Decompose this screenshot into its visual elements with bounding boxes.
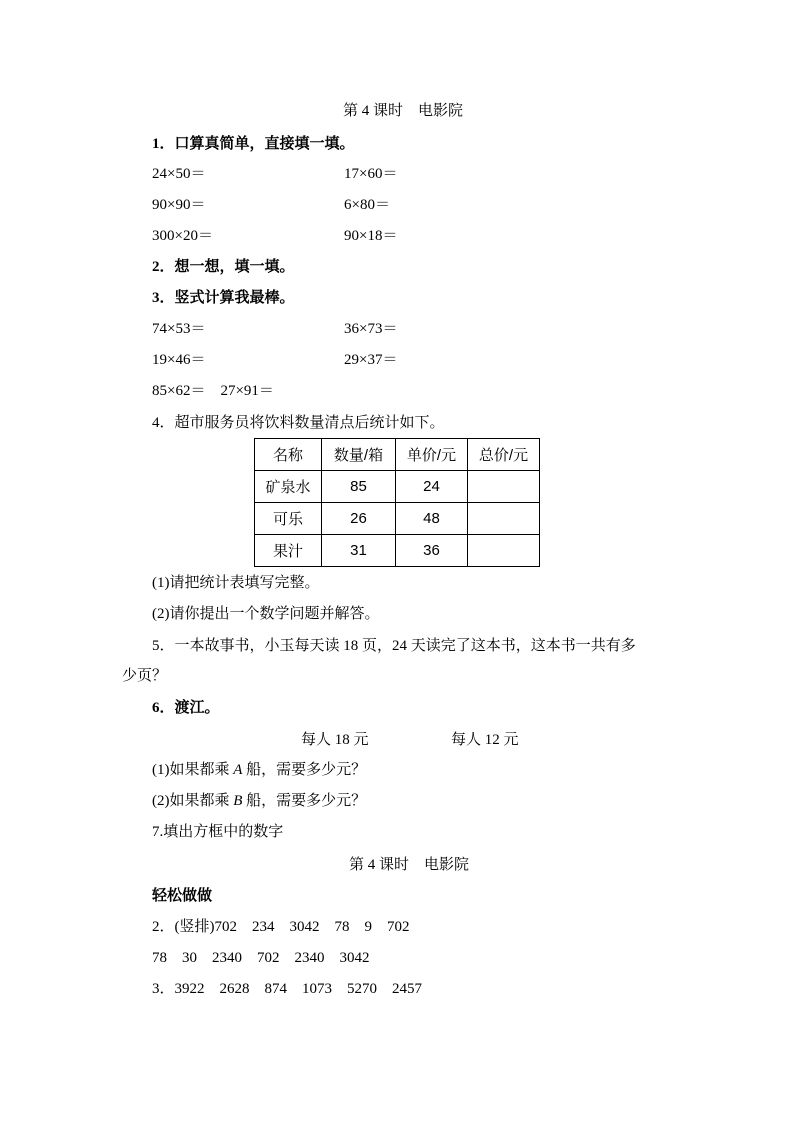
question-2-heading: 2．想一想，填一填。 xyxy=(152,259,295,275)
worksheet-title: 第 4 课时 电影院 xyxy=(343,103,464,119)
question-4-heading: 4．超市服务员将饮料数量清点后统计如下。 xyxy=(152,415,445,431)
question-1-heading: 1．口算真简单，直接填一填。 xyxy=(152,136,355,152)
boat-b-price: 每人 12 元 xyxy=(451,732,519,748)
table-header-cell: 单价/元 xyxy=(396,439,468,471)
table-row xyxy=(255,503,540,535)
q3-item-3: 19×46＝ xyxy=(152,352,206,368)
answer-line-2: 78 30 2340 702 2340 3042 xyxy=(152,950,370,966)
table-row xyxy=(255,471,540,503)
q3-item-5: 85×62＝ 27×91＝ xyxy=(152,383,274,399)
table-row xyxy=(255,535,540,567)
table-cell: 48 xyxy=(396,503,468,535)
table-cell: 26 xyxy=(322,503,396,535)
table-cell: 矿泉水 xyxy=(255,471,322,503)
q6-sub2-prefix: (2)如果都乘 xyxy=(152,793,234,809)
question-6-heading: 6．渡江。 xyxy=(152,700,220,716)
boat-a-price: 每人 18 元 xyxy=(301,732,369,748)
question-3-heading: 3．竖式计算我最棒。 xyxy=(152,290,295,306)
q3-item-2: 36×73＝ xyxy=(344,321,398,337)
table-header-cell: 数量/箱 xyxy=(322,439,396,471)
answer-line-1: 2．(竖排)702 234 3042 78 9 702 xyxy=(152,919,410,935)
question-7-heading: 7.填出方框中的数字 xyxy=(152,824,284,840)
table-header-cell: 名称 xyxy=(255,439,322,471)
boat-letter-b: B xyxy=(233,793,243,809)
answers-title: 第 4 课时 电影院 xyxy=(349,857,470,873)
answer-line-3: 3．3922 2628 874 1073 5270 2457 xyxy=(152,981,423,997)
answers-section-heading: 轻松做做 xyxy=(152,888,213,904)
table-cell: 果汁 xyxy=(255,535,322,567)
table-cell: 31 xyxy=(322,535,396,567)
table-cell-blank xyxy=(468,471,540,503)
q6-sub-question-1 xyxy=(152,760,366,780)
q1-item-3: 90×90＝ xyxy=(152,197,206,213)
q4-sub-question-2: (2)请你提出一个数学问题并解答。 xyxy=(152,606,380,622)
q6-sub2-suffix: 船，需要多少元？ xyxy=(242,793,367,809)
q1-item-6: 90×18＝ xyxy=(344,228,398,244)
q6-sub1-suffix: 船，需要多少元？ xyxy=(242,762,367,778)
q3-item-1: 74×53＝ xyxy=(152,321,206,337)
table-cell: 36 xyxy=(396,535,468,567)
table-cell: 24 xyxy=(396,471,468,503)
table-cell-blank xyxy=(468,535,540,567)
table-cell: 可乐 xyxy=(255,503,322,535)
q6-sub-question-2 xyxy=(152,791,366,811)
q1-item-5: 300×20＝ xyxy=(152,228,213,244)
q3-item-4: 29×37＝ xyxy=(344,352,398,368)
q1-item-1: 24×50＝ xyxy=(152,166,206,182)
q6-sub1-prefix: (1)如果都乘 xyxy=(152,762,234,778)
q1-item-4: 6×80＝ xyxy=(344,197,390,213)
boat-letter-a: A xyxy=(233,762,243,778)
table-cell: 85 xyxy=(322,471,396,503)
question-5-line-2: 少页？ xyxy=(122,668,168,684)
q4-sub-question-1: (1)请把统计表填写完整。 xyxy=(152,575,320,591)
question-5-line-1: 5．一本故事书，小玉每天读 18 页，24 天读完了这本书，这本书一共有多 xyxy=(152,638,636,654)
table-cell-blank xyxy=(468,503,540,535)
q1-item-2: 17×60＝ xyxy=(344,166,398,182)
table-header-row xyxy=(255,439,540,471)
beverage-stats-table xyxy=(254,438,540,567)
table-header-cell: 总价/元 xyxy=(468,439,540,471)
